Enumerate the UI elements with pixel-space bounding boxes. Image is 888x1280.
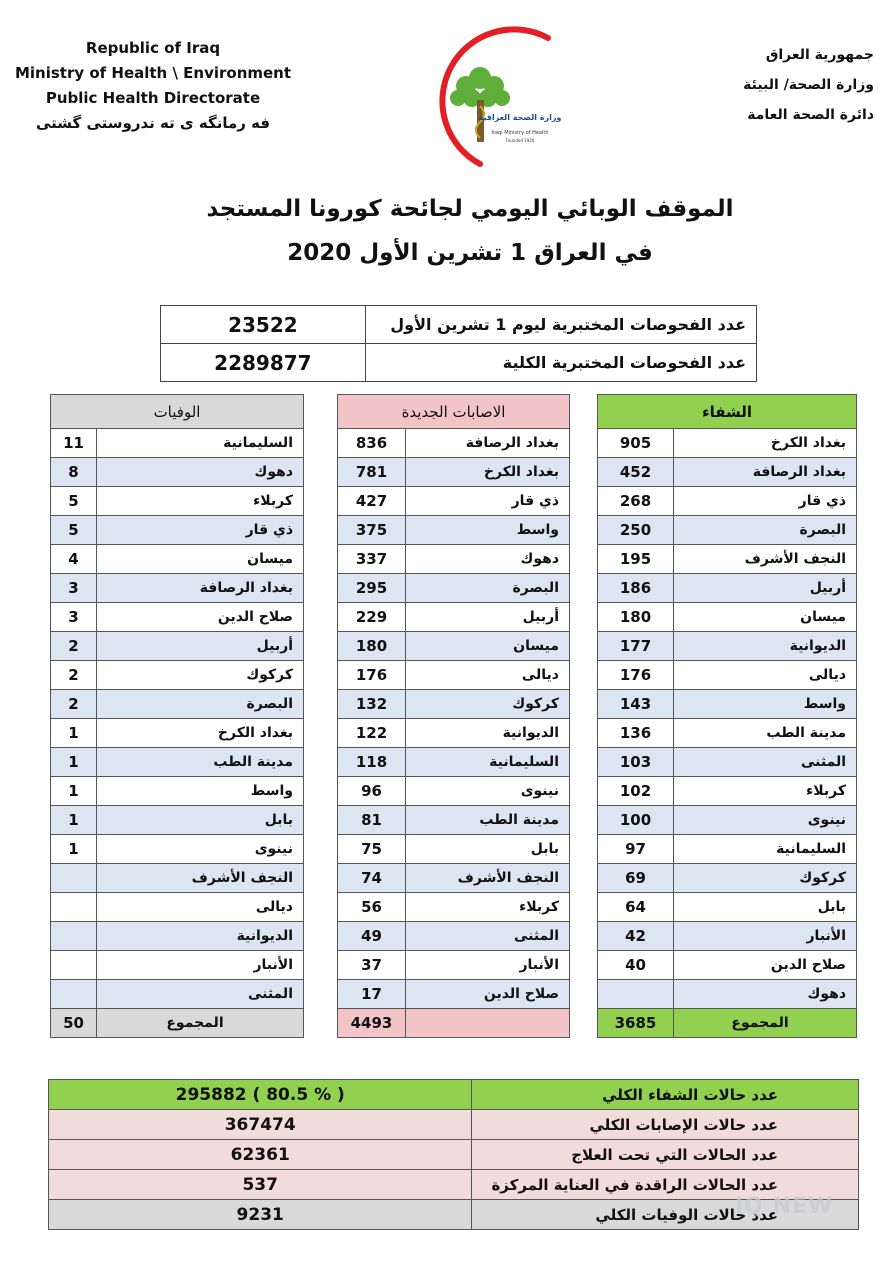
new-cases-row bbox=[338, 806, 570, 835]
recoveries-province: بغداد الرصافة bbox=[674, 458, 857, 487]
new-cases-header: الاصابات الجديدة bbox=[338, 395, 570, 429]
recoveries-header: الشفاء bbox=[598, 395, 857, 429]
recoveries-province: واسط bbox=[674, 690, 857, 719]
recoveries-total-row bbox=[598, 1009, 857, 1038]
deaths-count: 8 bbox=[51, 458, 97, 487]
new-cases-province: الأنبار bbox=[406, 951, 570, 980]
summary-value: 295882 ( 80.5 % ) bbox=[49, 1080, 472, 1110]
header-en-line: Republic of Iraq bbox=[85, 39, 221, 57]
recoveries-count: 136 bbox=[598, 719, 674, 748]
recoveries-count: 176 bbox=[598, 661, 674, 690]
deaths-count: 3 bbox=[51, 574, 97, 603]
new-cases-province: بابل bbox=[406, 835, 570, 864]
recoveries-province: السليمانية bbox=[674, 835, 857, 864]
header-ar-line: وزارة الصحة/ البيئة bbox=[743, 77, 874, 93]
daily-tests-value: 23522 bbox=[161, 306, 366, 344]
new-cases-count: 176 bbox=[338, 661, 406, 690]
header-en-line: Public Health Directorate bbox=[45, 89, 261, 107]
deaths-total-value: 50 bbox=[51, 1009, 97, 1038]
recoveries-province: المثنى bbox=[674, 748, 857, 777]
deaths-header: الوفيات bbox=[51, 395, 304, 429]
deaths-row bbox=[51, 748, 304, 777]
recoveries-count: 69 bbox=[598, 864, 674, 893]
new-cases-row bbox=[338, 545, 570, 574]
deaths-province: بغداد الكرخ bbox=[97, 719, 304, 748]
deaths-count: 4 bbox=[51, 545, 97, 574]
new-cases-table bbox=[337, 394, 570, 1038]
deaths-province: دهوك bbox=[97, 458, 304, 487]
new-cases-row bbox=[338, 893, 570, 922]
recoveries-count: 186 bbox=[598, 574, 674, 603]
deaths-province: ذي قار bbox=[97, 516, 304, 545]
deaths-count: 11 bbox=[51, 429, 97, 458]
summary-row bbox=[49, 1140, 859, 1170]
new-cases-row bbox=[338, 487, 570, 516]
recoveries-count bbox=[598, 980, 674, 1009]
new-cases-row bbox=[338, 980, 570, 1009]
header-arabic bbox=[674, 40, 874, 130]
deaths-row bbox=[51, 603, 304, 632]
new-cases-province: دهوك bbox=[406, 545, 570, 574]
total-tests-row bbox=[161, 344, 757, 382]
deaths-province: السليمانية bbox=[97, 429, 304, 458]
recoveries-total-value: 3685 bbox=[598, 1009, 674, 1038]
new-cases-province: صلاح الدين bbox=[406, 980, 570, 1009]
deaths-row bbox=[51, 516, 304, 545]
deaths-province: النجف الأشرف bbox=[97, 864, 304, 893]
new-cases-count: 180 bbox=[338, 632, 406, 661]
deaths-count: 1 bbox=[51, 777, 97, 806]
new-cases-province: السليمانية bbox=[406, 748, 570, 777]
recoveries-row bbox=[598, 951, 857, 980]
recoveries-province: كركوك bbox=[674, 864, 857, 893]
new-cases-row bbox=[338, 516, 570, 545]
recoveries-row bbox=[598, 893, 857, 922]
summary-label: عدد الحالات التي تحت العلاج bbox=[472, 1140, 859, 1170]
deaths-row bbox=[51, 951, 304, 980]
new-cases-province: ذي قار bbox=[406, 487, 570, 516]
deaths-count: 2 bbox=[51, 661, 97, 690]
deaths-count bbox=[51, 864, 97, 893]
recoveries-row bbox=[598, 922, 857, 951]
recoveries-row bbox=[598, 458, 857, 487]
deaths-count: 1 bbox=[51, 748, 97, 777]
deaths-row bbox=[51, 893, 304, 922]
deaths-row bbox=[51, 429, 304, 458]
recoveries-province: ذي قار bbox=[674, 487, 857, 516]
new-cases-total-value: 4493 bbox=[338, 1009, 406, 1038]
recoveries-province: الديوانية bbox=[674, 632, 857, 661]
deaths-row bbox=[51, 545, 304, 574]
deaths-row bbox=[51, 806, 304, 835]
logo-founded-text: Founded 1920 bbox=[505, 138, 535, 143]
new-cases-count: 427 bbox=[338, 487, 406, 516]
recoveries-row bbox=[598, 777, 857, 806]
daily-tests-label: عدد الفحوصات المختبرية ليوم 1 تشرين الأول bbox=[365, 306, 756, 344]
new-cases-count: 781 bbox=[338, 458, 406, 487]
recoveries-count: 97 bbox=[598, 835, 674, 864]
recoveries-count: 905 bbox=[598, 429, 674, 458]
recoveries-province: مدينة الطب bbox=[674, 719, 857, 748]
recoveries-row bbox=[598, 835, 857, 864]
new-cases-province: الديوانية bbox=[406, 719, 570, 748]
deaths-province: كربلاء bbox=[97, 487, 304, 516]
daily-tests-row bbox=[161, 306, 757, 344]
recoveries-row bbox=[598, 806, 857, 835]
deaths-total-label: المجموع bbox=[97, 1009, 304, 1038]
summary-label: عدد حالات الإصابات الكلي bbox=[472, 1110, 859, 1140]
deaths-count: 2 bbox=[51, 632, 97, 661]
deaths-row bbox=[51, 690, 304, 719]
new-cases-total-row bbox=[338, 1009, 570, 1038]
new-cases-province: ميسان bbox=[406, 632, 570, 661]
new-cases-province: مدينة الطب bbox=[406, 806, 570, 835]
deaths-province: أربيل bbox=[97, 632, 304, 661]
new-cases-row bbox=[338, 864, 570, 893]
new-cases-count: 56 bbox=[338, 893, 406, 922]
new-cases-count: 17 bbox=[338, 980, 406, 1009]
recoveries-row bbox=[598, 661, 857, 690]
recoveries-total-label: المجموع bbox=[674, 1009, 857, 1038]
new-cases-province: النجف الأشرف bbox=[406, 864, 570, 893]
deaths-count: 1 bbox=[51, 719, 97, 748]
new-cases-count: 836 bbox=[338, 429, 406, 458]
new-cases-row bbox=[338, 719, 570, 748]
new-cases-row bbox=[338, 748, 570, 777]
new-cases-province: بغداد الكرخ bbox=[406, 458, 570, 487]
deaths-row bbox=[51, 632, 304, 661]
new-cases-row bbox=[338, 661, 570, 690]
new-cases-province: كركوك bbox=[406, 690, 570, 719]
deaths-province: الديوانية bbox=[97, 922, 304, 951]
recoveries-count: 40 bbox=[598, 951, 674, 980]
header-english bbox=[8, 36, 298, 136]
new-cases-row bbox=[338, 458, 570, 487]
deaths-count bbox=[51, 893, 97, 922]
new-cases-count: 96 bbox=[338, 777, 406, 806]
summary-label: عدد حالات الشفاء الكلي bbox=[472, 1080, 859, 1110]
header-en-line: Ministry of Health \ Environment bbox=[14, 64, 292, 82]
new-cases-province: واسط bbox=[406, 516, 570, 545]
new-cases-count: 375 bbox=[338, 516, 406, 545]
recoveries-count: 103 bbox=[598, 748, 674, 777]
deaths-count bbox=[51, 922, 97, 951]
new-cases-header-row bbox=[338, 395, 570, 429]
deaths-province: مدينة الطب bbox=[97, 748, 304, 777]
new-cases-count: 132 bbox=[338, 690, 406, 719]
new-cases-total-label bbox=[406, 1009, 570, 1038]
deaths-count: 3 bbox=[51, 603, 97, 632]
new-cases-count: 37 bbox=[338, 951, 406, 980]
lab-tests-table bbox=[160, 305, 757, 382]
recoveries-province: نينوى bbox=[674, 806, 857, 835]
deaths-row bbox=[51, 574, 304, 603]
deaths-row bbox=[51, 777, 304, 806]
recoveries-count: 180 bbox=[598, 603, 674, 632]
deaths-table bbox=[50, 394, 304, 1038]
deaths-count: 5 bbox=[51, 487, 97, 516]
deaths-count bbox=[51, 951, 97, 980]
recoveries-row bbox=[598, 545, 857, 574]
summary-row bbox=[49, 1080, 859, 1110]
summary-value: 9231 bbox=[49, 1200, 472, 1230]
recoveries-province: بغداد الكرخ bbox=[674, 429, 857, 458]
deaths-row bbox=[51, 864, 304, 893]
ministry-logo-icon bbox=[408, 16, 588, 176]
recoveries-count: 452 bbox=[598, 458, 674, 487]
summary-value: 537 bbox=[49, 1170, 472, 1200]
recoveries-count: 250 bbox=[598, 516, 674, 545]
header-ar-line: جمهورية العراق bbox=[765, 47, 874, 63]
deaths-count: 1 bbox=[51, 835, 97, 864]
deaths-count: 1 bbox=[51, 806, 97, 835]
recoveries-row bbox=[598, 719, 857, 748]
summary-value: 62361 bbox=[49, 1140, 472, 1170]
new-cases-row bbox=[338, 429, 570, 458]
recoveries-row bbox=[598, 487, 857, 516]
recoveries-province: ديالى bbox=[674, 661, 857, 690]
total-tests-label: عدد الفحوصات المختبرية الكلية bbox=[365, 344, 756, 382]
deaths-row bbox=[51, 719, 304, 748]
deaths-row bbox=[51, 835, 304, 864]
deaths-province: نينوى bbox=[97, 835, 304, 864]
new-cases-province: نينوى bbox=[406, 777, 570, 806]
recoveries-province: صلاح الدين bbox=[674, 951, 857, 980]
recoveries-count: 100 bbox=[598, 806, 674, 835]
deaths-province: ديالى bbox=[97, 893, 304, 922]
new-cases-count: 337 bbox=[338, 545, 406, 574]
new-cases-count: 81 bbox=[338, 806, 406, 835]
recoveries-province: النجف الأشرف bbox=[674, 545, 857, 574]
new-cases-count: 122 bbox=[338, 719, 406, 748]
recoveries-count: 195 bbox=[598, 545, 674, 574]
recoveries-row bbox=[598, 516, 857, 545]
header-ar-line: دائرة الصحة العامة bbox=[747, 107, 874, 123]
deaths-province: بابل bbox=[97, 806, 304, 835]
recoveries-count: 64 bbox=[598, 893, 674, 922]
new-cases-province: أربيل bbox=[406, 603, 570, 632]
deaths-province: صلاح الدين bbox=[97, 603, 304, 632]
deaths-province: البصرة bbox=[97, 690, 304, 719]
recoveries-row bbox=[598, 603, 857, 632]
recoveries-header-row bbox=[598, 395, 857, 429]
recoveries-row bbox=[598, 574, 857, 603]
summary-label: عدد الحالات الراقدة في العناية المركزة bbox=[472, 1170, 859, 1200]
new-cases-row bbox=[338, 574, 570, 603]
recoveries-count: 102 bbox=[598, 777, 674, 806]
recoveries-row bbox=[598, 748, 857, 777]
recoveries-count: 268 bbox=[598, 487, 674, 516]
page-subtitle: في العراق 1 تشرين الأول 2020 bbox=[287, 240, 653, 266]
deaths-row bbox=[51, 980, 304, 1009]
new-cases-count: 118 bbox=[338, 748, 406, 777]
total-tests-value: 2289877 bbox=[161, 344, 366, 382]
recoveries-row bbox=[598, 864, 857, 893]
recoveries-row bbox=[598, 690, 857, 719]
recoveries-province: بابل bbox=[674, 893, 857, 922]
summary-label: عدد حالات الوفيات الكلي bbox=[472, 1200, 859, 1230]
recoveries-province: كربلاء bbox=[674, 777, 857, 806]
recoveries-row bbox=[598, 980, 857, 1009]
deaths-count: 5 bbox=[51, 516, 97, 545]
new-cases-count: 75 bbox=[338, 835, 406, 864]
recoveries-row bbox=[598, 429, 857, 458]
recoveries-province: أربيل bbox=[674, 574, 857, 603]
recoveries-province: دهوك bbox=[674, 980, 857, 1009]
new-cases-row bbox=[338, 951, 570, 980]
new-cases-row bbox=[338, 690, 570, 719]
page-title: الموقف الوبائي اليومي لجائحة كورونا المستجد bbox=[206, 196, 734, 222]
deaths-province: الأنبار bbox=[97, 951, 304, 980]
new-cases-count: 74 bbox=[338, 864, 406, 893]
new-cases-province: بغداد الرصافة bbox=[406, 429, 570, 458]
recoveries-count: 42 bbox=[598, 922, 674, 951]
deaths-total-row bbox=[51, 1009, 304, 1038]
deaths-row bbox=[51, 458, 304, 487]
new-cases-province: كربلاء bbox=[406, 893, 570, 922]
summary-value: 367474 bbox=[49, 1110, 472, 1140]
new-cases-row bbox=[338, 922, 570, 951]
deaths-row bbox=[51, 487, 304, 516]
watermark: IQ NEW bbox=[735, 1194, 834, 1219]
recoveries-province: ميسان bbox=[674, 603, 857, 632]
deaths-province: بغداد الرصافة bbox=[97, 574, 304, 603]
new-cases-province: المثنى bbox=[406, 922, 570, 951]
recoveries-row bbox=[598, 632, 857, 661]
deaths-header-row bbox=[51, 395, 304, 429]
deaths-province: المثنى bbox=[97, 980, 304, 1009]
recoveries-count: 143 bbox=[598, 690, 674, 719]
deaths-count bbox=[51, 980, 97, 1009]
recoveries-province: البصرة bbox=[674, 516, 857, 545]
deaths-province: واسط bbox=[97, 777, 304, 806]
new-cases-row bbox=[338, 777, 570, 806]
deaths-province: ميسان bbox=[97, 545, 304, 574]
deaths-row bbox=[51, 661, 304, 690]
logo-arabic-text: وزارة الصحة العراقية bbox=[478, 113, 562, 122]
new-cases-row bbox=[338, 632, 570, 661]
new-cases-province: البصرة bbox=[406, 574, 570, 603]
logo-english-text: Iraqi Ministry of Health bbox=[491, 130, 549, 136]
new-cases-row bbox=[338, 835, 570, 864]
recoveries-province: الأنبار bbox=[674, 922, 857, 951]
new-cases-row bbox=[338, 603, 570, 632]
deaths-count: 2 bbox=[51, 690, 97, 719]
deaths-province: كركوك bbox=[97, 661, 304, 690]
new-cases-count: 295 bbox=[338, 574, 406, 603]
summary-row bbox=[49, 1110, 859, 1140]
deaths-row bbox=[51, 922, 304, 951]
new-cases-count: 49 bbox=[338, 922, 406, 951]
header-kurdish-line: فه رمانگه ی ته ندروستی گشتی bbox=[35, 114, 271, 132]
recoveries-table bbox=[597, 394, 857, 1038]
new-cases-count: 229 bbox=[338, 603, 406, 632]
recoveries-count: 177 bbox=[598, 632, 674, 661]
new-cases-province: ديالى bbox=[406, 661, 570, 690]
